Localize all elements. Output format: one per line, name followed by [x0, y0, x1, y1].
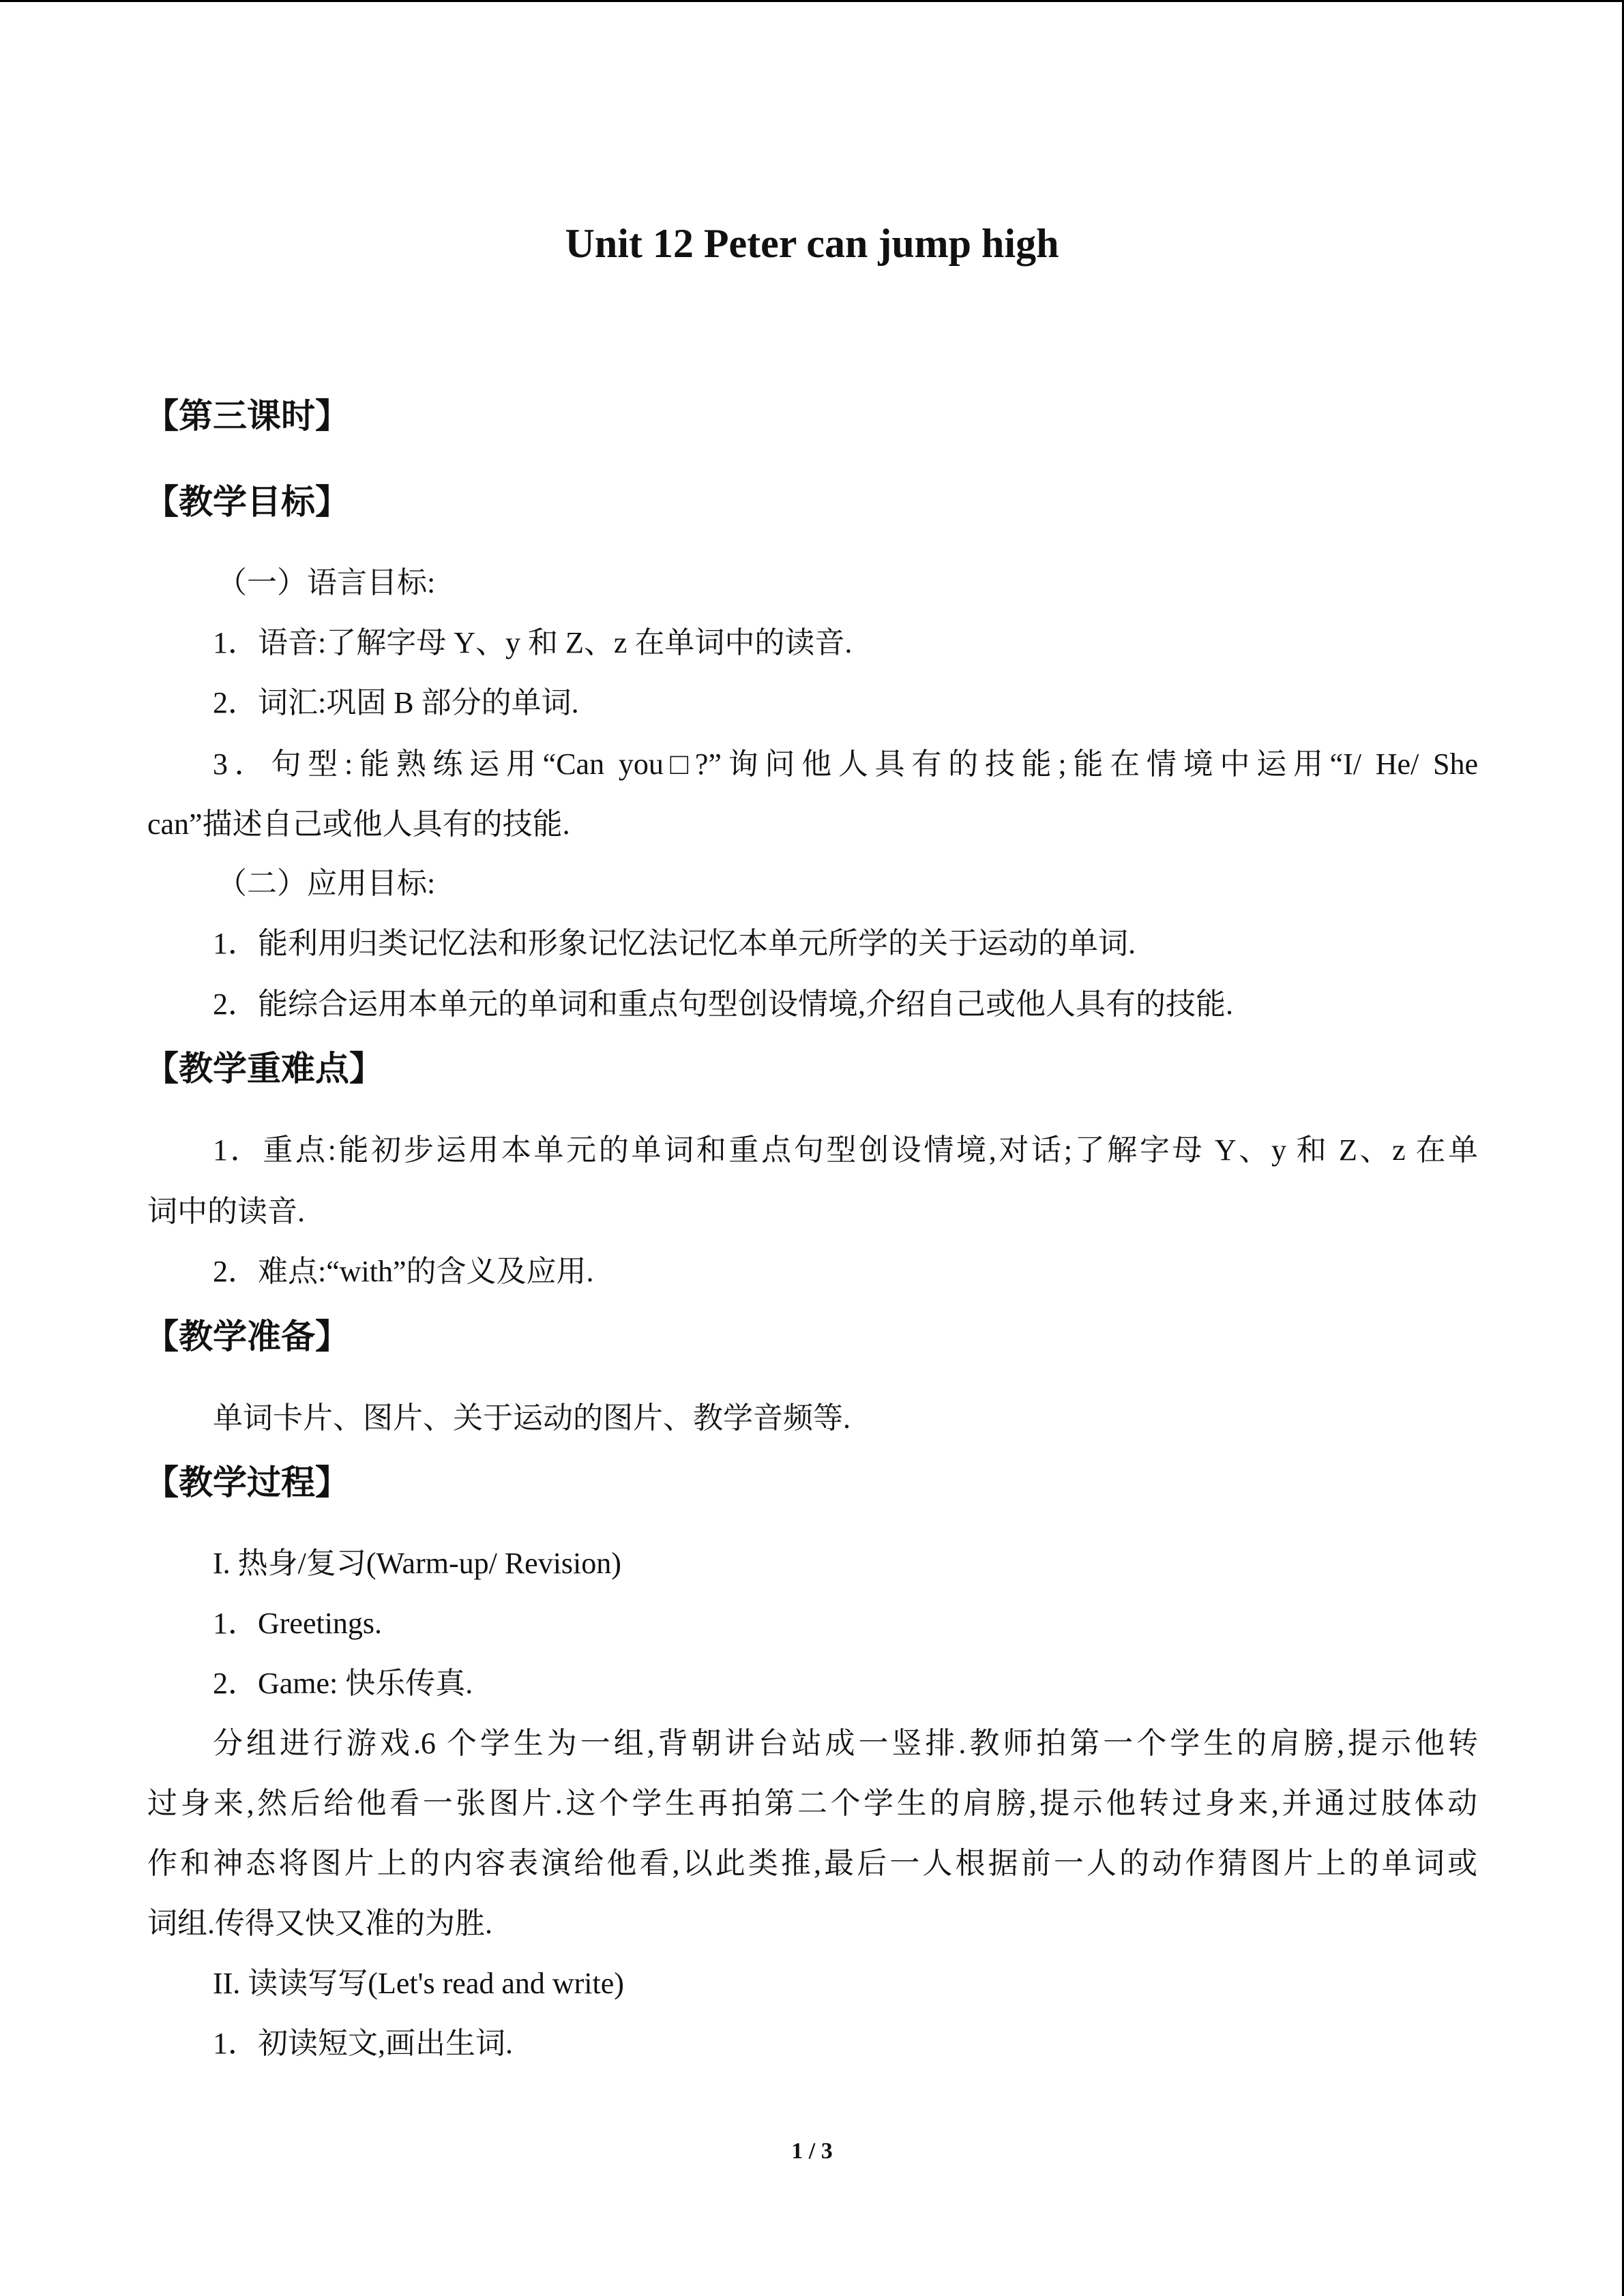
process-line: I. 热身/复习(Warm-up/ Revision) — [213, 1547, 621, 1580]
application-item: 2．能综合运用本单元的单词和重点句型创设情境,介绍自己或他人具有的技能. — [213, 987, 1233, 1021]
process-line: 1．初读短文,画出生词. — [213, 2027, 513, 2060]
process-line: 分组进行游戏.6 个学生为一组,背朝讲台站成一竖排.教师拍第一个学生的肩膀,提示他转 — [213, 1727, 1478, 1760]
process-heading: 【教学过程】 — [145, 1463, 349, 1502]
language-item: 1．语音:了解字母 Y、y 和 Z、z 在单词中的读音. — [213, 626, 853, 659]
objectives-heading: 【教学目标】 — [145, 482, 349, 522]
application-item: 1．能利用归类记忆法和形象记忆法记忆本单元所学的关于运动的单词. — [213, 927, 1136, 960]
key-points-line: 1．重点:能初步运用本单元的单词和重点句型创设情境,对话;了解字母 Y、y 和 Z、z 在单 — [213, 1133, 1478, 1167]
key-points-line: 词中的读音. — [147, 1195, 305, 1228]
page-number: 1 / 3 — [791, 2138, 833, 2164]
key-points-line: 2．难点:“with”的含义及应用. — [213, 1255, 594, 1288]
process-line: 过身来,然后给他看一张图片.这个学生再拍第二个学生的肩膀,提示他转过身来,并通过肢体动 — [147, 1787, 1477, 1820]
lesson-heading: 【第三课时】 — [145, 396, 349, 436]
process-line: 2．Game: 快乐传真. — [213, 1667, 473, 1700]
process-line: 作和神态将图片上的内容表演给他看,以此类推,最后一人根据前一人的动作猜图片上的单词或 — [147, 1847, 1477, 1880]
language-item: can”描述自己或他人具有的技能. — [147, 807, 570, 841]
process-line: 词组.传得又快又准的为胜. — [147, 1907, 492, 1940]
language-item: 3．句型:能熟练运用“Can you□?”询问他人具有的技能;能在情境中运用“I/ He/ She — [213, 747, 1478, 781]
preparation-text: 单词卡片、图片、关于运动的图片、教学音频等. — [213, 1401, 851, 1435]
process-line: II. 读读写写(Let's read and write) — [213, 1967, 624, 2000]
preparation-heading: 【教学准备】 — [145, 1317, 349, 1356]
language-goal-label: （一）语言目标: — [217, 566, 436, 599]
document-title: Unit 12 Peter can jump high — [565, 221, 1059, 266]
process-line: 1．Greetings. — [213, 1607, 383, 1640]
key-points-heading: 【教学重难点】 — [145, 1049, 383, 1088]
language-item: 2．词汇:巩固 B 部分的单词. — [213, 686, 579, 719]
application-goal-label: （二）应用目标: — [217, 867, 436, 900]
